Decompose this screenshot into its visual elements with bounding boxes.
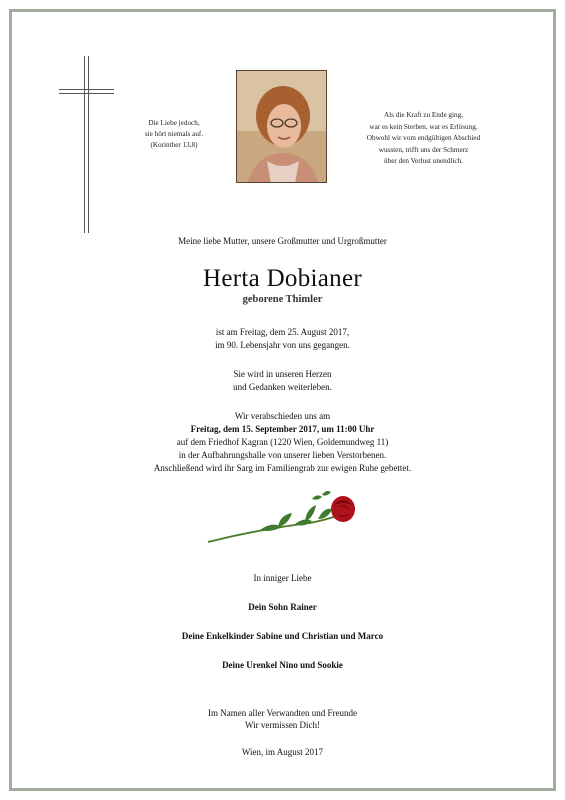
quote-left-line: (Korinther 13,8) <box>150 141 198 149</box>
quote-right <box>356 110 491 168</box>
closing-line: Im Namen aller Verwandten und Freunde <box>207 708 358 718</box>
family-grandchildren: Deine Enkelkinder Sabine und Christian und Marco <box>181 631 384 641</box>
farewell-date-time: Freitag, dem 15. September 2017, um 11:00 Uhr <box>190 424 375 434</box>
death-notice-line: ist am Freitag, dem 25. August 2017, <box>215 327 350 337</box>
farewell-line: Anschließend wird ihr Sarg im Familiengrab zur ewigen Ruhe gebettet. <box>153 463 412 473</box>
remembrance-line: und Gedanken weiterleben. <box>233 382 332 392</box>
quote-right-line: Obwohl wir vom endgültigen Abschied <box>366 134 481 142</box>
quote-right-line: über den Verlust unendlich. <box>384 157 463 165</box>
love-line: In inniger Liebe <box>253 573 312 583</box>
family-great-grandchildren: Deine Urenkel Nino und Sookie <box>222 660 343 670</box>
quote-right-line: war es kein Sterben, war es Erlösung. <box>369 122 478 131</box>
quote-left-line: Die Liebe jedoch, <box>148 119 200 127</box>
intro-line: Meine liebe Mutter, unsere Großmutter und Urgroßmutter <box>178 236 387 246</box>
place-date: Wien, im August 2017 <box>241 747 324 757</box>
family-son: Dein Sohn Rainer <box>248 602 317 612</box>
portrait-photo <box>236 70 327 183</box>
deceased-name: Herta Dobianer <box>203 265 362 292</box>
closing <box>0 707 565 731</box>
death-notice <box>0 326 565 352</box>
quote-left <box>124 118 224 151</box>
remembrance <box>0 368 565 394</box>
quote-right-line: Als die Kraft zu Ende ging, <box>383 111 464 119</box>
farewell-details <box>0 410 565 475</box>
quote-right-line: wussten, trifft uns der Schmerz <box>378 145 469 154</box>
farewell-line: in der Aufbahrungshalle von unserer lieben Verstorbenen. <box>178 450 387 460</box>
closing-line: Wir vermissen Dich! <box>244 720 321 730</box>
quote-left-line: sie hört niemals auf. <box>144 130 204 138</box>
farewell-line: auf dem Friedhof Kagran (1220 Wien, Goldemundweg 11) <box>176 437 389 447</box>
death-notice-line: im 90. Lebensjahr von uns gegangen. <box>215 340 350 350</box>
maiden-name: geborene Thimler <box>242 294 323 305</box>
farewell-line: Wir verabschieden uns am <box>234 411 331 421</box>
remembrance-line: Sie wird in unseren Herzen <box>233 369 332 379</box>
rose-icon <box>200 487 365 552</box>
